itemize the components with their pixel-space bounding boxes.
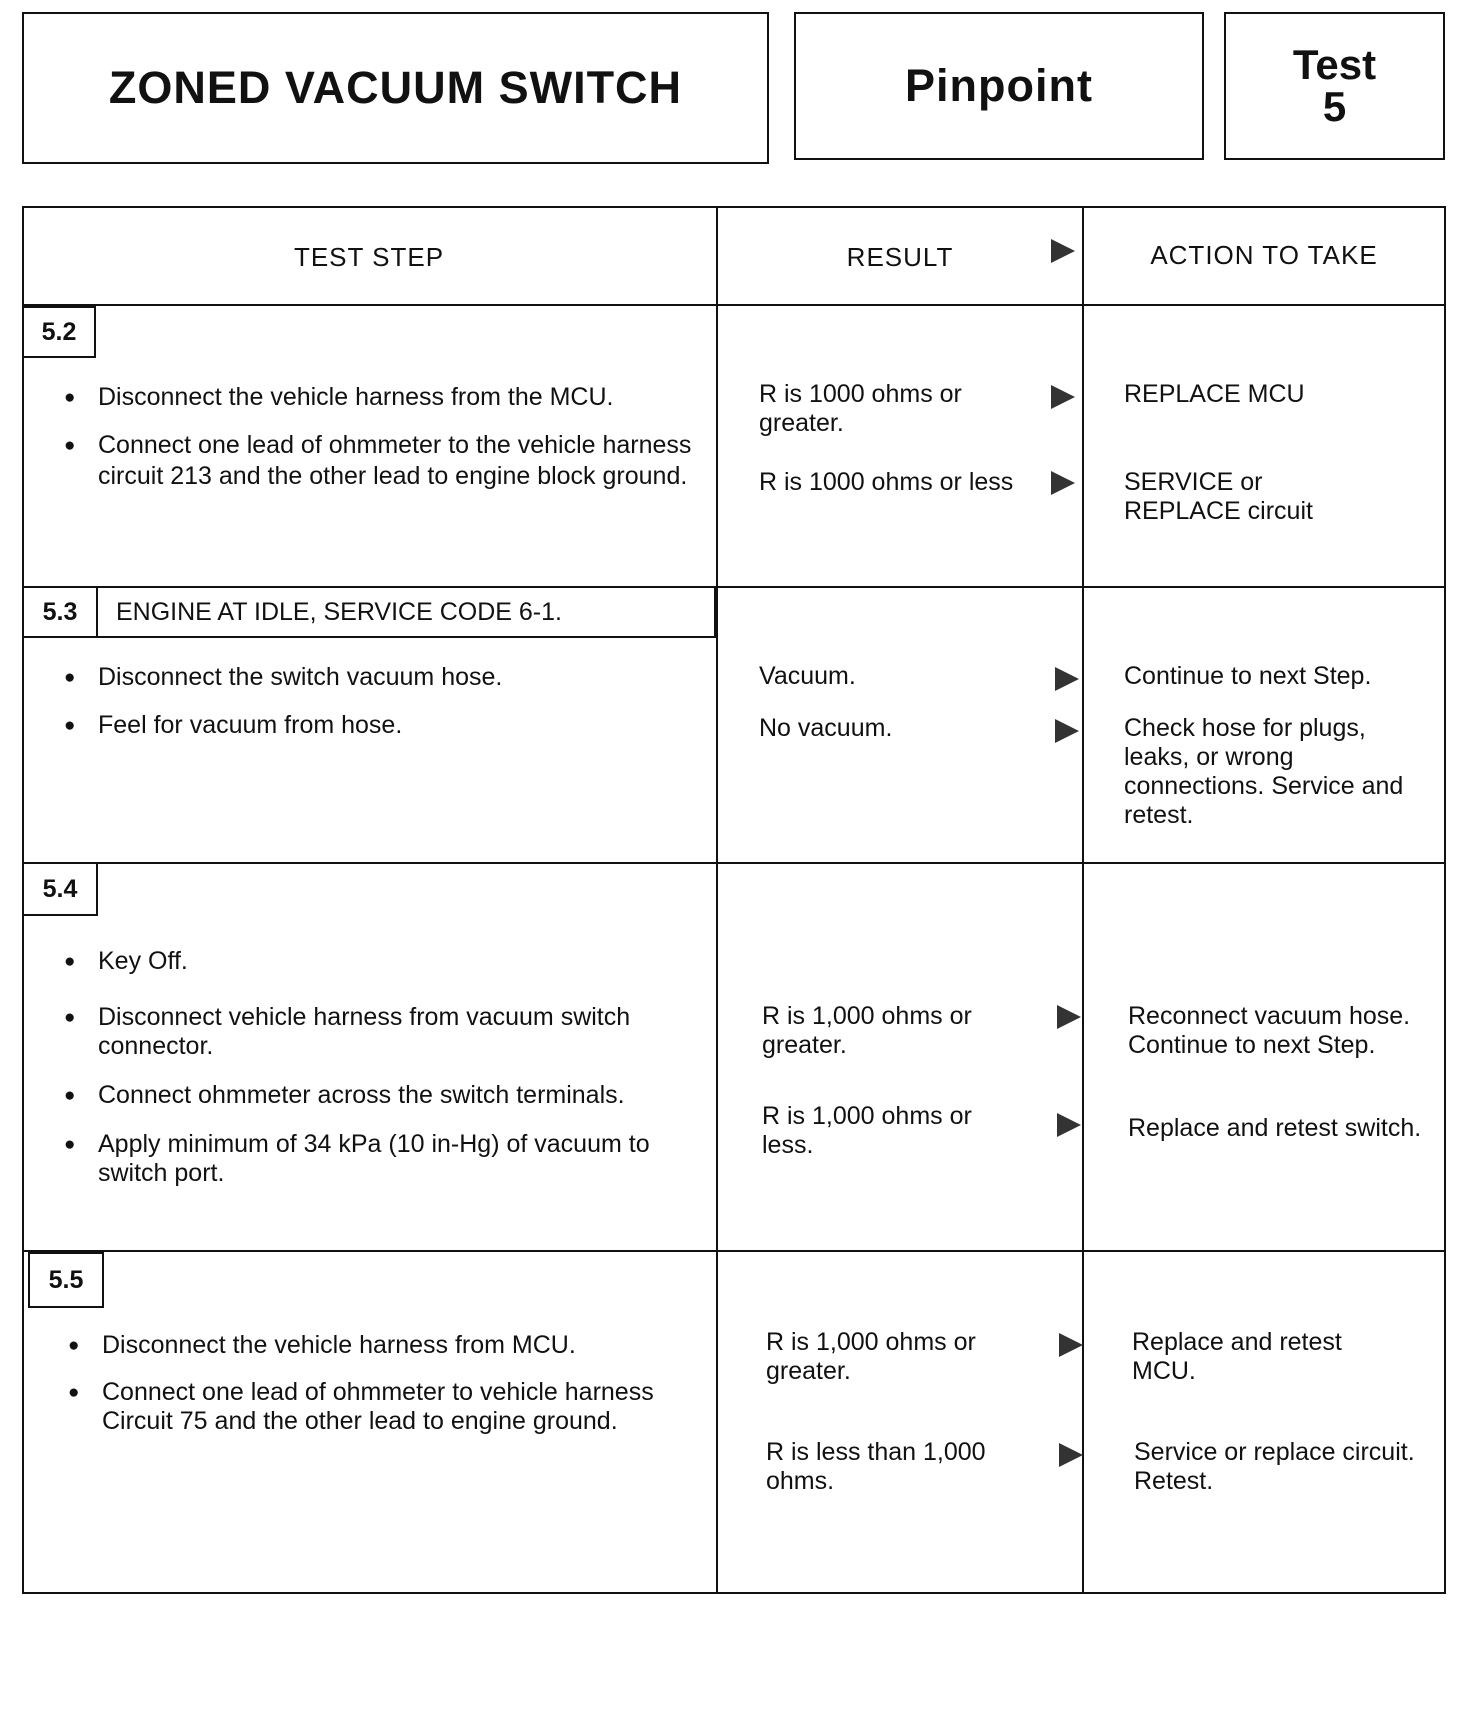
test-table <box>22 206 1446 1594</box>
result-text: R is 1000 ohms or less <box>759 468 1014 496</box>
list-item: ● Disconnect the vehicle harness from MCU. <box>64 1330 704 1361</box>
list-item: ● Connect ohmmeter across the switch terminals. <box>60 1081 700 1110</box>
test-label: Test <box>1292 41 1377 88</box>
page-title: ZONED VACUUM SWITCH <box>108 62 683 113</box>
step-5-5-instructions <box>64 1330 704 1453</box>
table-border-bottom <box>22 1592 1446 1594</box>
action-text: Continue to next Step. <box>1124 662 1372 690</box>
right-arrow-icon <box>1054 1002 1084 1032</box>
row-divider-5-4 <box>22 862 1446 864</box>
step-5-4-instructions <box>60 946 700 1205</box>
list-item: ● Connect one lead of ohmmeter to the vehicle harness circuit 213 and the other lead to engine block ground. <box>60 430 700 492</box>
step-number-5-4: 5.4 <box>22 862 98 916</box>
action-text: Replace and retest switch. <box>1128 1114 1422 1142</box>
list-item: ● Feel for vacuum from hose. <box>60 710 700 741</box>
result-text: R is 1,000 ohms or greater. <box>766 1328 976 1385</box>
test-number: 5 <box>1322 83 1347 130</box>
right-arrow-icon <box>1056 1440 1086 1470</box>
right-arrow-icon <box>1048 382 1078 412</box>
action-text: Reconnect vacuum hose. Continue to next Step. <box>1128 1002 1411 1059</box>
action-text: REPLACE MCU <box>1124 380 1305 408</box>
step-number-5-5: 5.5 <box>28 1252 104 1308</box>
list-item: ● Disconnect the vehicle harness from the MCU. <box>60 382 700 413</box>
pinpoint-box <box>794 12 1204 160</box>
pinpoint-label: Pinpoint <box>905 60 1093 111</box>
row-divider-5-5 <box>22 1250 1446 1252</box>
action-text: Replace and retest MCU. <box>1132 1328 1342 1385</box>
step-number-5-2: 5.2 <box>22 306 96 358</box>
test-number-box <box>1224 12 1445 160</box>
right-arrow-icon <box>1056 1330 1086 1360</box>
column-header-result: RESULT <box>846 242 954 272</box>
result-text: No vacuum. <box>759 714 893 742</box>
column-header-action: ACTION TO TAKE <box>1150 240 1378 270</box>
step-5-3-condition: ENGINE AT IDLE, SERVICE CODE 6-1. <box>96 586 716 638</box>
result-text: R is 1000 ohms or greater. <box>759 380 962 437</box>
right-arrow-icon <box>1048 468 1078 498</box>
list-item: ● Apply minimum of 34 kPa (10 in-Hg) of vacuum to switch port. <box>60 1130 700 1188</box>
result-text: R is 1,000 ohms or less. <box>762 1102 972 1159</box>
title-box <box>22 12 769 164</box>
step-number-5-3: 5.3 <box>22 586 98 638</box>
action-text: Service or replace circuit. Retest. <box>1134 1438 1415 1495</box>
table-border-right <box>1444 206 1446 1594</box>
step-5-3-instructions <box>60 662 700 758</box>
step-5-2-instructions <box>60 382 700 509</box>
list-item: ● Connect one lead of ohmmeter to vehicle harness Circuit 75 and the other lead to engine ground. <box>64 1378 704 1436</box>
right-arrow-icon <box>1052 716 1082 746</box>
right-arrow-icon <box>1054 1110 1084 1140</box>
list-item: ● Disconnect vehicle harness from vacuum switch connector. <box>60 1003 700 1061</box>
result-text: Vacuum. <box>759 662 856 690</box>
table-border-top <box>22 206 1446 208</box>
action-text: Check hose for plugs, leaks, or wrong connections. Service and retest. <box>1124 714 1404 829</box>
result-text: R is 1,000 ohms or greater. <box>762 1002 972 1059</box>
column-divider-result <box>716 206 718 1594</box>
right-arrow-icon <box>1052 664 1082 694</box>
header-row-divider <box>22 304 1446 306</box>
action-text: SERVICE or REPLACE circuit <box>1124 468 1313 525</box>
column-divider-action <box>1082 206 1084 1594</box>
list-item: ● Key Off. <box>60 946 700 977</box>
result-text: R is less than 1,000 ohms. <box>766 1438 986 1495</box>
right-arrow-icon <box>1048 236 1078 266</box>
column-header-test-step: TEST STEP <box>293 242 445 272</box>
list-item: ● Disconnect the switch vacuum hose. <box>60 662 700 693</box>
